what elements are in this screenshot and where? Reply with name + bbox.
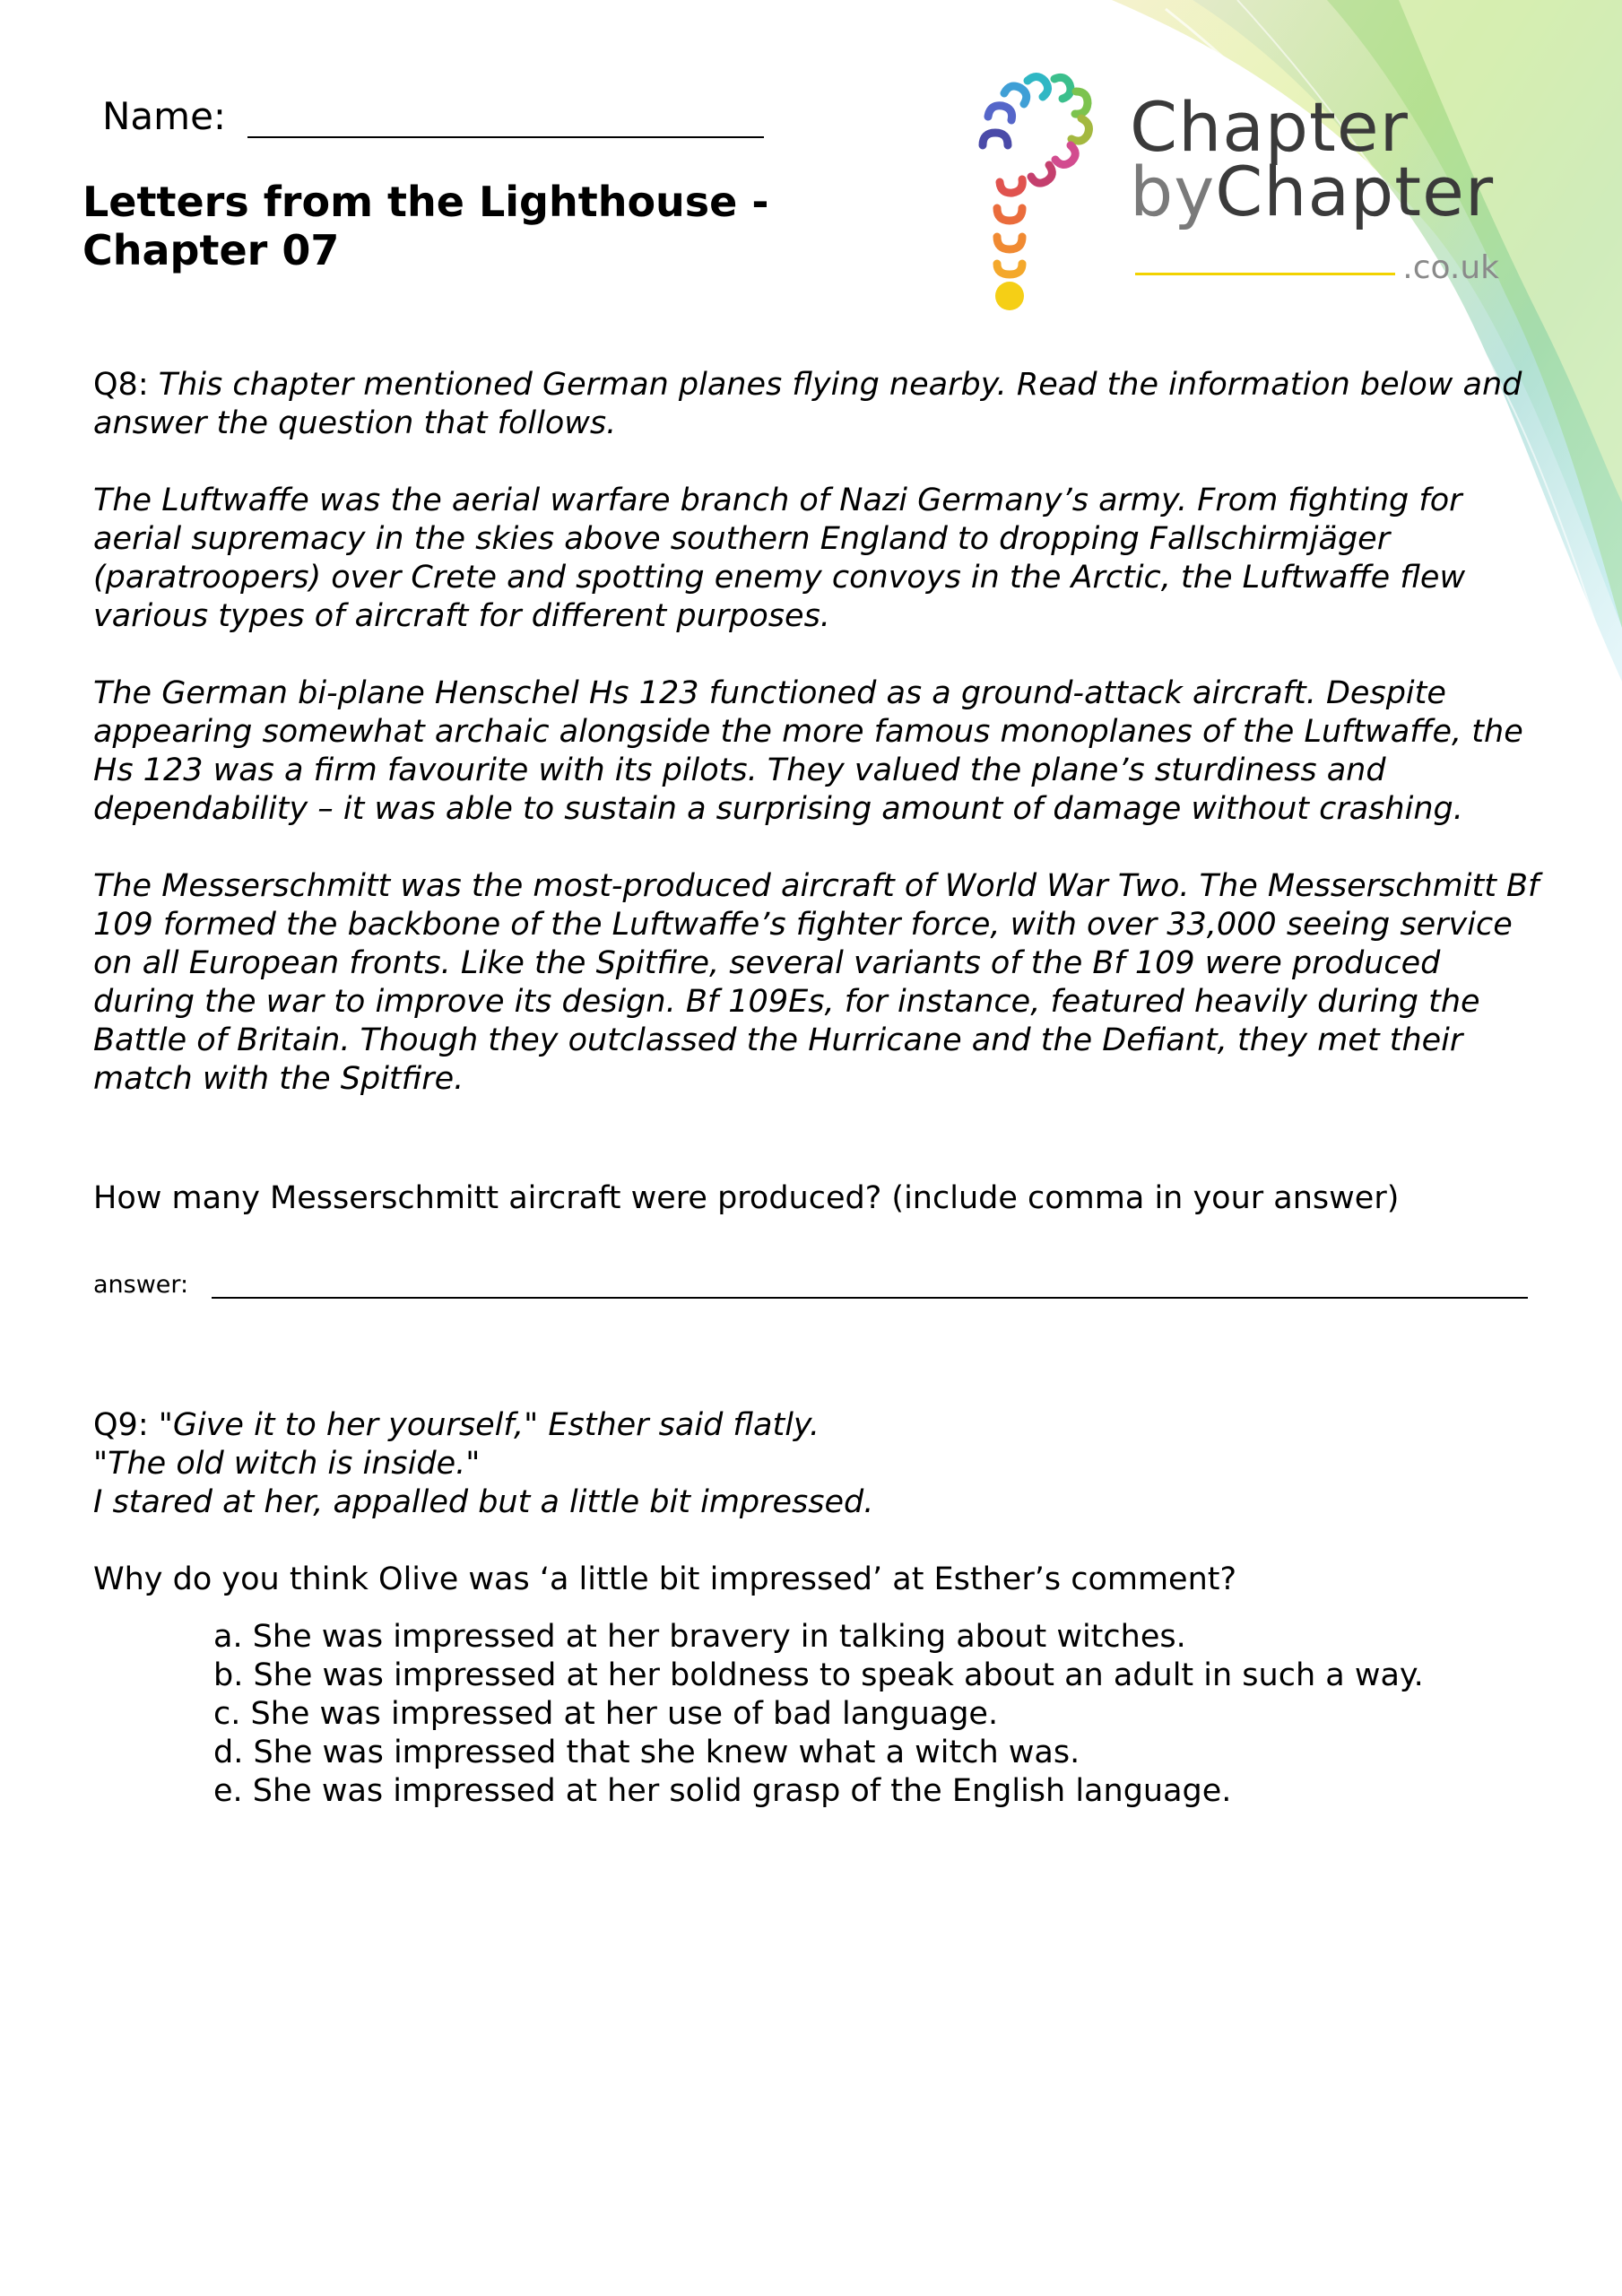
q9-option-d[interactable]: d. She was impressed that she knew what a witch was. xyxy=(213,1735,1080,1770)
logo-subline xyxy=(1135,249,1512,286)
q8-paragraph-luftwaffe: The Luftwaffe was the aerial warfare branch of Nazi Germany’s army. From fighting for aerial supremacy in the skies above southern England to dropping Fallschirmjäger (paratroopers) over Crete and spotting enemy convoys in the Arctic, the Luftwaffe flew various types of aircraft for different purposes. xyxy=(93,483,1466,634)
question-mark-books-icon xyxy=(967,54,1119,314)
logo-chapter: Chapter xyxy=(1215,152,1495,231)
q9-quote-line-3: I stared at her, appalled but a little bit impressed. xyxy=(93,1484,874,1520)
q9-quote-line-1 xyxy=(93,1406,1546,1445)
q9-option-c[interactable]: c. She was impressed at her use of bad language. xyxy=(213,1696,999,1732)
chapter-by-chapter-logo xyxy=(967,54,1540,314)
answer-input-line[interactable] xyxy=(212,1272,1528,1299)
worksheet-title: Letters from the Lighthouse - Chapter 07 xyxy=(82,178,769,274)
q8-label: Q8: xyxy=(93,367,149,403)
q9-quote xyxy=(93,1406,1546,1522)
q8-intro-text: This chapter mentioned German planes flying nearby. Read the information below and answer the question that follows. xyxy=(93,367,1522,441)
q9-options-list xyxy=(213,1618,1424,1811)
q9-quote-line-2: "The old witch is inside." xyxy=(93,1446,481,1482)
q9-option-a[interactable]: a. She was impressed at her bravery in talking about witches. xyxy=(213,1619,1186,1655)
logo-by: by xyxy=(1130,152,1216,231)
q8-question: How many Messerschmitt aircraft were produced? (include comma in your answer) xyxy=(93,1180,1400,1216)
logo-yellow-rule xyxy=(1135,273,1395,275)
name-input-line[interactable] xyxy=(247,93,764,138)
q8-paragraph-henschel: The German bi-plane Henschel Hs 123 functioned as a ground-attack aircraft. Despite appearing somewhat archaic alongside the more famous monoplanes of the Luftwaffe, the Hs 123 was a firm favourite with its pilots. They valued the plane’s sturdiness and dependability – it was able to sustain a surprising amount of damage without crashing. xyxy=(93,675,1523,827)
q9-option-b[interactable]: b. She was impressed at her boldness to speak about an adult in such a way. xyxy=(213,1657,1424,1693)
q9-option-e[interactable]: e. She was impressed at her solid grasp of the English language. xyxy=(213,1773,1232,1809)
logo-line2 xyxy=(1130,152,1495,231)
logo-line1: Chapter xyxy=(1130,87,1409,167)
q9-quote-text-1: "Give it to her yourself," Esther said flatly. xyxy=(158,1407,820,1443)
name-label: Name: xyxy=(102,94,227,138)
q9-label: Q9: xyxy=(93,1407,149,1443)
logo-domain: .co.uk xyxy=(1402,249,1499,286)
answer-label: answer: xyxy=(93,1271,189,1299)
q8-intro xyxy=(93,366,1546,443)
q8-answer-row xyxy=(93,1272,1528,1299)
name-row xyxy=(102,93,764,138)
q9-question: Why do you think Olive was ‘a little bit impressed’ at Esther’s comment? xyxy=(93,1561,1237,1597)
q8-paragraph-messerschmitt: The Messerschmitt was the most-produced aircraft of World War Two. The Messerschmitt Bf 109 formed the backbone of the Luftwaffe’s fighter force, with over 33,000 seeing service on all European fronts. Like the Spitfire, several variants of the Bf 109 were produced during the war to improve its design. Bf 109Es, for instance, featured heavily during the Battle of Britain. Though they outclassed the Hurricane and the Defiant, they met their match with the Spitfire. xyxy=(93,868,1540,1097)
logo-wordmark xyxy=(1130,87,1495,231)
